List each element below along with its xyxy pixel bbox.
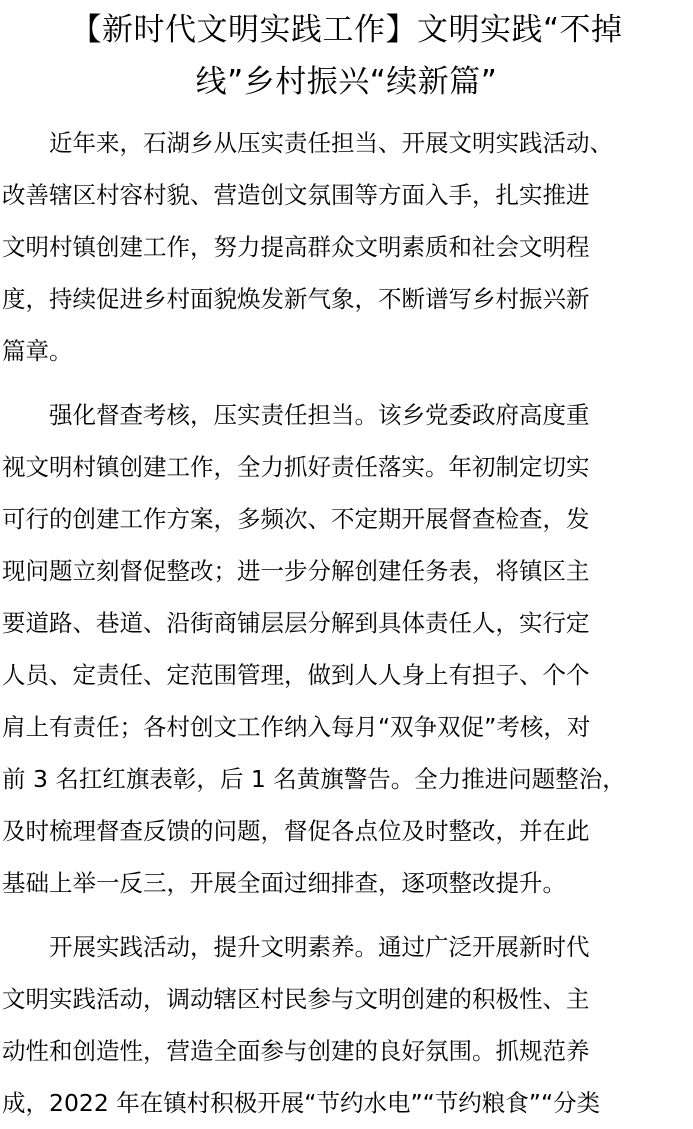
text-line: 文明实践活动，调动辖区村民参与文明创建的积极性、主 bbox=[2, 985, 590, 1013]
text-line: 文明村镇创建工作，努力提高群众文明素质和社会文明程 bbox=[2, 233, 590, 261]
text-line: 人员、定责任、定范围管理，做到人人身上有担子、个个 bbox=[2, 661, 590, 689]
text-line: 要道路、巷道、沿街商铺层层分解到具体责任人，实行定 bbox=[2, 609, 590, 637]
text-line: 动性和创造性，营造全面参与创建的良好氛围。抓规范养 bbox=[2, 1037, 590, 1065]
text-line: 现问题立刻督促整改；进一步分解创建任务表，将镇区主 bbox=[2, 557, 590, 585]
text-line: 篇章。 bbox=[2, 337, 73, 365]
text-line: 视文明村镇创建工作，全力抓好责任落实。年初制定切实 bbox=[2, 453, 590, 481]
text-line: 成，2022 年在镇村积极开展“节约水电”“节约粮食”“分类 bbox=[2, 1089, 601, 1117]
paragraph-activities bbox=[2, 921, 692, 1129]
text-line: 肩上有责任；各村创文工作纳入每月“双争双促”考核，对 bbox=[2, 713, 591, 741]
text-line: 强化督查考核，压实责任担当。该乡党委政府高度重 bbox=[2, 401, 590, 429]
text-line: 基础上举一反三，开展全面过细排查，逐项整改提升。 bbox=[2, 869, 566, 897]
text-line: 前 3 名扛红旗表彰，后 1 名黄旗警告。全力推进问题整治， bbox=[2, 765, 626, 793]
paragraph-intro bbox=[2, 117, 692, 377]
article-title bbox=[0, 4, 693, 108]
text-line: 可行的创建工作方案，多频次、不定期开展督查检查，发 bbox=[2, 505, 590, 533]
title-line: 线”乡村振兴“续新篇” bbox=[195, 64, 498, 100]
text-line: 近年来，石湖乡从压实责任担当、开展文明实践活动、 bbox=[2, 129, 613, 157]
text-line: 开展实践活动，提升文明素养。通过广泛开展新时代 bbox=[2, 933, 590, 961]
text-line: 改善辖区村容村貌、营造创文氛围等方面入手，扎实推进 bbox=[2, 181, 590, 209]
text-line: 及时梳理督查反馈的问题，督促各点位及时整改，并在此 bbox=[2, 817, 590, 845]
text-line: 度，持续促进乡村面貌焕发新气象，不断谱写乡村振兴新 bbox=[2, 285, 590, 313]
paragraph-supervision bbox=[2, 389, 692, 909]
title-line: 【新时代文明实践工作】文明实践“不掉 bbox=[70, 12, 623, 48]
